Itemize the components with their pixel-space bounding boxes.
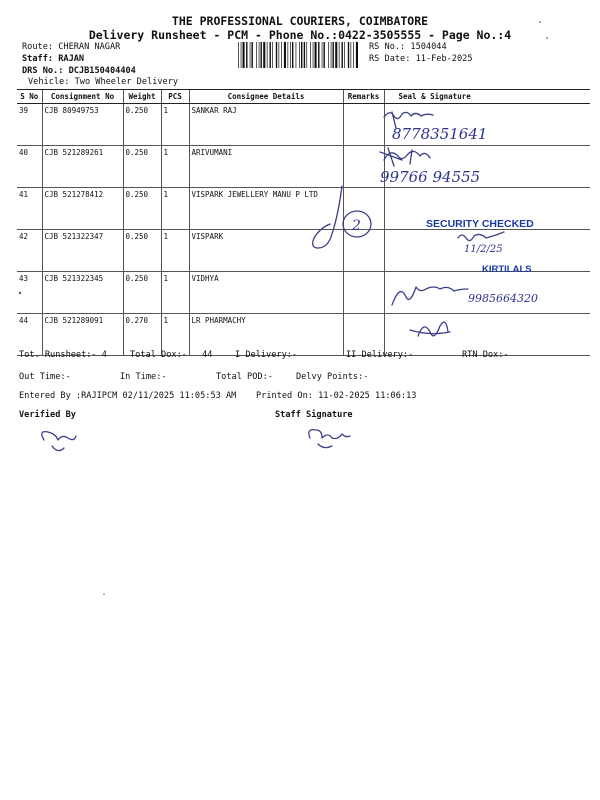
- signature-40-phone: 99766 94555: [380, 168, 481, 186]
- speck-mark: [19, 292, 21, 294]
- cell-consignee: VISPARK JEWELLERY MANU P LTD: [189, 188, 343, 230]
- cell-pcs: 1: [161, 272, 189, 314]
- cell-consignment: CJB 521322347: [42, 230, 123, 272]
- verified-by: Verified By: [19, 410, 76, 420]
- printed-on: [256, 391, 416, 401]
- col-consignment: Consignment No: [42, 90, 123, 104]
- staff-value: RAJAN: [58, 54, 85, 64]
- signature-44-scribble: [410, 322, 450, 336]
- cell-sno: 40: [17, 146, 42, 188]
- total-dox: [130, 350, 212, 360]
- cell-consignment: CJB 521322345: [42, 272, 123, 314]
- drs-label: DRS No.:: [22, 66, 64, 76]
- signature-43-phone: 9985664320: [468, 292, 538, 305]
- printed-on-value: 11-02-2025 11:06:13: [318, 391, 417, 401]
- cell-weight: 0.250: [123, 188, 161, 230]
- cell-sno: 41: [17, 188, 42, 230]
- security-checked-stamp: SECURITY CHECKED: [426, 218, 534, 230]
- rs-date-value: 11-Feb-2025: [415, 54, 473, 64]
- delivery-points: Delvy Points:-: [296, 372, 369, 382]
- speck-mark: [103, 593, 105, 595]
- col-remarks: Remarks: [343, 90, 384, 104]
- rtn-dox: RTN Dox:-: [462, 350, 509, 360]
- cell-consignee: VISPARK: [189, 230, 343, 272]
- cell-consignment: CJB 521289091: [42, 314, 123, 356]
- printed-on-label: Printed On:: [256, 391, 313, 401]
- out-time: Out Time:-: [19, 372, 71, 382]
- cell-weight: 0.250: [123, 104, 161, 146]
- cell-consignment: CJB 521289261: [42, 146, 123, 188]
- cell-sno: 42: [17, 230, 42, 272]
- route-label: Route:: [22, 42, 54, 52]
- cell-pcs: 1: [161, 314, 189, 356]
- col-sno: S No: [17, 90, 42, 104]
- signature-39-phone: 8778351641: [392, 125, 488, 143]
- i-delivery: I Delivery:-: [235, 350, 298, 360]
- staff-signature: Staff Signature: [275, 410, 353, 420]
- rs-date-label: RS Date:: [369, 54, 411, 64]
- signature-43-scribble: [392, 287, 468, 305]
- vehicle-value: Two Wheeler Delivery: [74, 77, 179, 87]
- signature-41-number: 2: [352, 218, 361, 234]
- signature-40-scribble: [380, 148, 430, 166]
- cell-sno: 44: [17, 314, 42, 356]
- cell-pcs: 1: [161, 104, 189, 146]
- entered-by-label: Entered By :: [19, 391, 82, 401]
- col-weight: Weight: [123, 90, 161, 104]
- cell-consignment: CJB 80949753: [42, 104, 123, 146]
- vehicle-label: Vehicle:: [28, 77, 70, 87]
- entered-by: [19, 391, 236, 401]
- staff-label: Staff:: [22, 54, 54, 64]
- cell-consignee: SANKAR RAJ: [189, 104, 343, 146]
- cell-sno: 43: [17, 272, 42, 314]
- col-consignee: Consignee Details: [189, 90, 343, 104]
- cell-consignee: VIDHYA: [189, 272, 343, 314]
- entered-at: 02/11/2025 11:05:53 AM: [122, 391, 237, 401]
- cell-sno: 39: [17, 104, 42, 146]
- route-value: CHERAN NAGAR: [58, 42, 121, 52]
- kirtilals-stamp: KIRTILALS: [482, 264, 532, 275]
- company-title: THE PROFESSIONAL COURIERS, COIMBATORE: [171, 14, 429, 28]
- total-pod: Total POD:-: [216, 372, 273, 382]
- rs-no-value: 1504044: [410, 42, 447, 52]
- col-signature: Seal & Signature: [384, 90, 590, 104]
- total-runsheet: [19, 350, 107, 360]
- rs-no-label: RS No.:: [369, 42, 406, 52]
- total-dox-value: 44: [202, 350, 213, 360]
- cell-weight: 0.270: [123, 314, 161, 356]
- ii-delivery: II Delivery:-: [346, 350, 414, 360]
- cell-consignee: LR PHARMACHY: [189, 314, 343, 356]
- cell-weight: 0.250: [123, 272, 161, 314]
- cell-consignee: ARIVUMANI: [189, 146, 343, 188]
- cell-pcs: 1: [161, 188, 189, 230]
- cell-pcs: 1: [161, 146, 189, 188]
- speck-mark: [539, 21, 541, 23]
- entered-by-value: RAJIPCM: [81, 391, 118, 401]
- in-time: In Time:-: [120, 372, 167, 382]
- speck-mark: [546, 37, 548, 39]
- signature-42-date: 11/2/25: [464, 244, 503, 255]
- staff-signature-mark: [309, 430, 350, 448]
- cell-pcs: 1: [161, 230, 189, 272]
- signature-42-scribble: [458, 232, 504, 241]
- total-runsheet-label: Tot. Runsheet:-: [19, 350, 97, 360]
- drs-value: DCJB150404404: [68, 66, 136, 76]
- cell-weight: 0.250: [123, 230, 161, 272]
- cell-consignment: CJB 521278412: [42, 188, 123, 230]
- verified-signature: [42, 432, 76, 451]
- total-runsheet-value: 4: [101, 350, 107, 360]
- col-pcs: PCS: [161, 90, 189, 104]
- runsheet-subtitle: Delivery Runsheet - PCM - Phone No.:0422-3505555 - Page No.:4: [88, 28, 512, 42]
- cell-weight: 0.250: [123, 146, 161, 188]
- signature-41-scribble: [313, 186, 342, 248]
- total-dox-label: Total Dox:-: [130, 350, 187, 360]
